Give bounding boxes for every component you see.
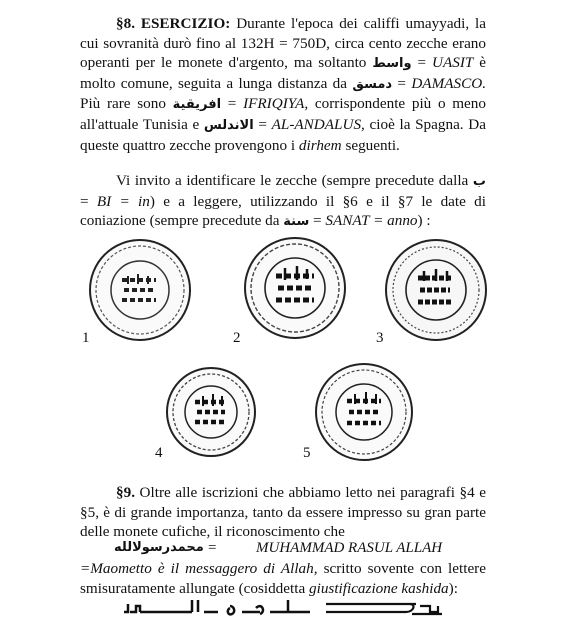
coin-label-1: 1: [82, 330, 90, 346]
formula-equals: =: [208, 540, 217, 556]
paragraph-maometto: =Maometto è il messaggero di Allah, scritto sovente con lettere smisuratamente allungate (cosiddetta giustificazione kashida):: [80, 560, 486, 597]
kashida-calligraphy-image: [120, 596, 450, 622]
shahada-formula: [80, 540, 486, 560]
coin-label-5: 5: [303, 445, 311, 461]
paragraph-invito: Vi invito a identificare le zecche (sempre precedute dalla ب = BI = in) e a leggere, utilizzando il §6 e il §7 le date di coniazione (sempre precedute da سنة = SANAT = anno) :: [80, 172, 486, 230]
arabic-damasco: دمسق: [352, 76, 393, 92]
coin-image-2: [243, 236, 347, 340]
paragraph-riconoscimento: §9. Oltre alle iscrizioni che abbiamo letto nei paragrafi §4 e §5, è di grande importanza, tanto da essere impresso su gran parte delle monete cufiche, il riconoscimento che: [80, 484, 486, 541]
coin-image-4: [165, 366, 257, 458]
arabic-bi: ب: [472, 174, 486, 189]
arabic-muhammad-rasul-allah: محمدرسولالله: [114, 540, 204, 555]
arabic-uasit: واسط: [372, 56, 412, 72]
paragraph-esercizio: §8. ESERCIZIO: Durante l'epoca dei califfi umayyadi, la cui sovranità durò fino al 132H = 750D, circa cento zecche erano operanti per le monete d'argento, ma soltanto واسط = UASIT è molto comune, seguita a lunga distanza da دمسق = DAMASCO. Più rare sono افريقية = IFRIQIYA, corrispondente più o meno all'attuale Tunisia e الاندلس = AL-ANDALUS, cioè la Spagna. Da queste quattro zecche provengono i dirhem seguenti.: [80, 15, 487, 154]
arabic-ifriqiya: افريقية: [172, 97, 222, 113]
coin-image-3: [384, 238, 488, 342]
formula-transliteration: MUHAMMAD RASUL ALLAH: [256, 540, 443, 556]
coin-label-3: 3: [376, 330, 384, 346]
coin-image-1: [88, 238, 192, 342]
arabic-sanat: سنة: [283, 214, 310, 230]
section-heading: §8. ESERCIZIO:: [116, 15, 231, 32]
coin-image-5: [314, 362, 414, 462]
coin-label-2: 2: [233, 330, 241, 346]
arabic-andalus: الاندلس: [203, 117, 254, 133]
coin-label-4: 4: [155, 445, 163, 461]
section-heading-9: §9.: [116, 484, 135, 501]
